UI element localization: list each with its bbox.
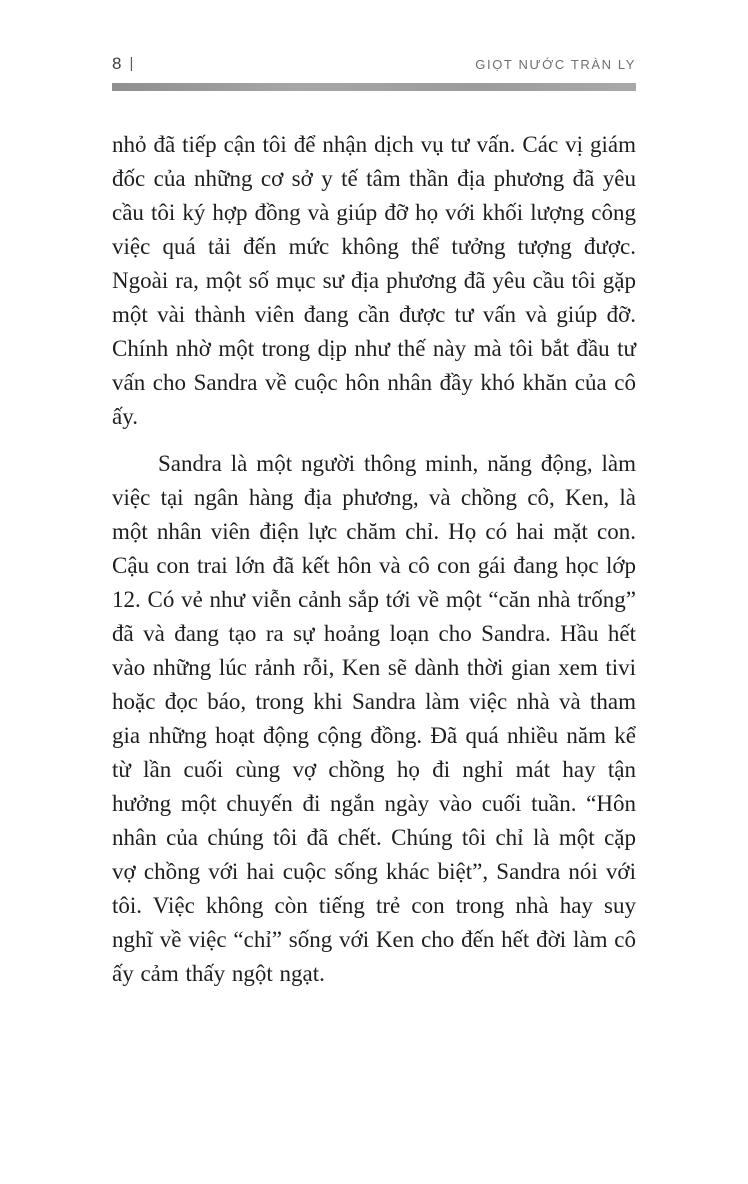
page-header (112, 54, 636, 74)
page-body (112, 128, 636, 991)
running-title: GIỌT NƯỚC TRÀN LY (475, 57, 636, 72)
paragraph: Sandra là một người thông minh, năng động, làm việc tại ngân hàng địa phương, và chồng cô, Ken, là một nhân viên điện lực chăm chỉ. Họ có hai mặt con. Cậu con trai lớn đã kết hôn và cô con gái đang học lớp 12. Có vẻ như viễn cảnh sắp tới về một “căn nhà trống” đã và đang tạo ra sự hoảng loạn cho Sandra. Hầu hết vào những lúc rảnh rỗi, Ken sẽ dành thời gian xem tivi hoặc đọc báo, trong khi Sandra làm việc nhà và tham gia những hoạt động cộng đồng. Đã quá nhiều năm kể từ lần cuối cùng vợ chồng họ đi nghỉ mát hay tận hưởng một chuyến đi ngắn ngày vào cuối tuần. “Hôn nhân của chúng tôi đã chết. Chúng tôi chỉ là một cặp vợ chồng với hai cuộc sống khác biệt”, Sandra nói với tôi. Việc không còn tiếng trẻ con trong nhà hay suy nghĩ về việc “chỉ” sống với Ken cho đến hết đời làm cô ấy cảm thấy ngột ngạt. (112, 451, 636, 986)
page-number-group (112, 54, 133, 74)
paragraph: nhỏ đã tiếp cận tôi để nhận dịch vụ tư vấn. Các vị giám đốc của những cơ sở y tế tâm thần địa phương đã yêu cầu tôi ký hợp đồng và giúp đỡ họ với khối lượng công việc quá tải đến mức không thể tưởng tượng được. Ngoài ra, một số mục sư địa phương đã yêu cầu tôi gặp một vài thành viên đang cần được tư vấn và giúp đỡ. Chính nhờ một trong dịp như thế này mà tôi bắt đầu tư vấn cho Sandra về cuộc hôn nhân đầy khó khăn của cô ấy. (112, 132, 636, 429)
page-number: 8 (112, 54, 122, 73)
page-number-separator: | (129, 55, 134, 72)
header-divider-bar (112, 83, 636, 91)
